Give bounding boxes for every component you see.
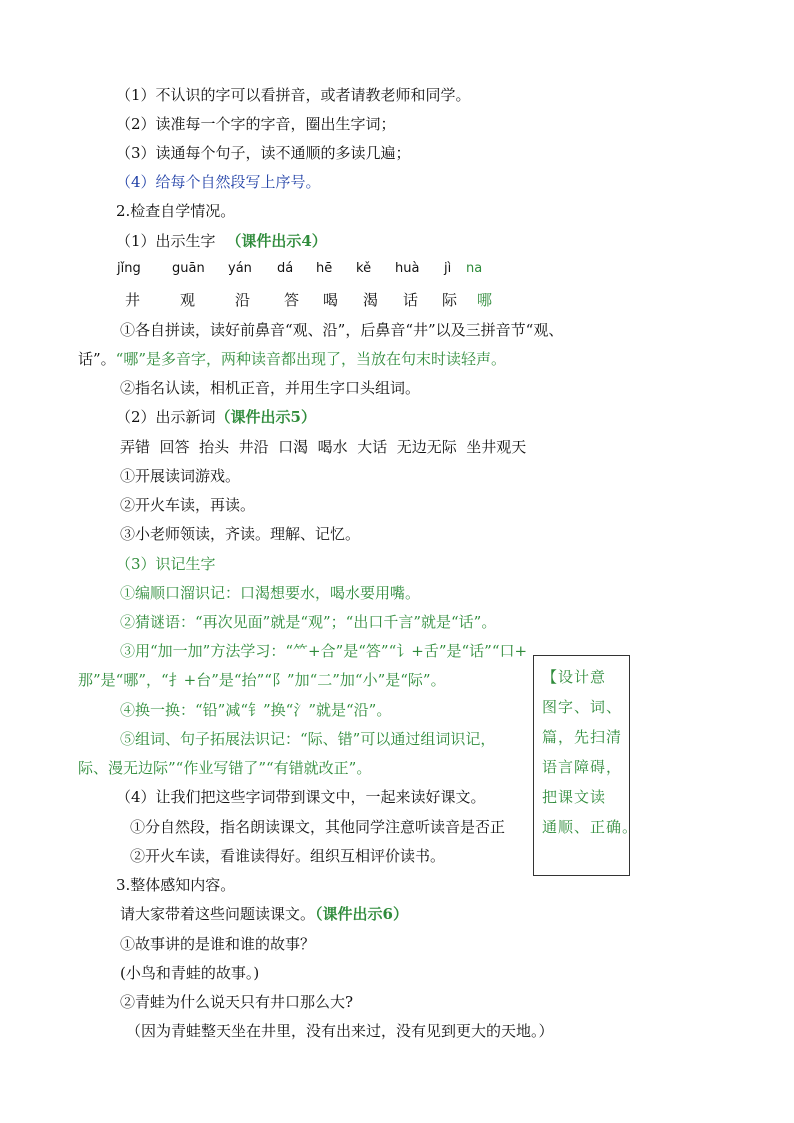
design-box-line: 语言障碍，	[542, 758, 623, 776]
pinyin-item: hē	[316, 261, 333, 276]
word-activity-1: ①开展读词游戏。	[120, 467, 241, 485]
courseware-note-4: （课件出示4）	[226, 232, 327, 250]
design-box-line: 篇，先扫清	[542, 728, 623, 746]
char-item: 际	[442, 291, 458, 309]
char-item: 答	[284, 291, 300, 309]
reading-note-1a: ①各自拼读，读好前鼻音“观、沿”，后鼻音“井”以及三拼音节“观、	[120, 321, 564, 339]
section-3-intro-line	[120, 904, 408, 926]
memorize-2: ②猜谜语：“再次见面”就是“观”；“出口千言”就是“话”。	[120, 613, 497, 631]
reading-note-1b-green: “哪”是多音字，两种读音都出现了，当放在句末时读轻声。	[115, 350, 507, 368]
step-4: （4）给每个自然段写上序号。	[116, 173, 321, 191]
pinyin-item: huà	[395, 261, 420, 276]
step-1: （1）不认识的字可以看拼音，或者请教老师和同学。	[116, 86, 471, 104]
pinyin-item: yán	[228, 261, 252, 276]
reading-note-2: ②指名认读，相机正音，并用生字口头组词。	[120, 379, 421, 397]
show-chars-line	[116, 231, 327, 253]
design-box-line: 【设计意	[542, 668, 607, 686]
section-3-intro: 请大家带着这些问题读课文。	[120, 905, 316, 923]
char-item: 喝	[323, 291, 339, 309]
read-text-title: （4）让我们把这些字词带到课文中，一起来读好课文。	[116, 788, 486, 806]
reading-note-1b	[78, 349, 506, 371]
show-words-text: （2）出示新词	[116, 408, 216, 426]
pinyin-item: jì	[444, 261, 452, 276]
answer-2: （因为青蛙整天坐在井里，没有出来过，没有见到更大的天地。）	[126, 1022, 554, 1040]
pinyin-item: jǐng	[117, 261, 141, 276]
design-box-line: 通顺、正确。	[542, 818, 639, 836]
design-box-line: 图字、词、	[542, 698, 623, 716]
courseware-note-6: （课件出示6）	[315, 905, 408, 923]
reading-note-1b-black: 话”。	[78, 350, 116, 368]
pinyin-item: guān	[172, 261, 205, 276]
char-item: 沿	[235, 291, 251, 309]
answer-1: (小鸟和青蛙的故事。)	[120, 964, 260, 982]
step-3: （3）读通每个句子，读不通顺的多读几遍；	[116, 144, 411, 162]
memorize-4: ④换一换：“铅”减“钅”换“氵”就是“沿”。	[120, 701, 392, 719]
pinyin-item: dá	[277, 261, 294, 276]
char-item: 观	[180, 291, 196, 309]
pinyin-item: na	[466, 261, 483, 276]
design-box-line: 把课文读	[542, 788, 607, 806]
question-2: ②青蛙为什么说天只有井口那么大?	[120, 993, 354, 1011]
section-2-title: 2.检查自学情况。	[116, 202, 236, 220]
memorize-5a: ⑤组词、句子拓展法识记：“际、错”可以通过组词识记，	[120, 730, 496, 748]
read-text-2: ②开火车读，看谁读得好。组织互相评价读书。	[130, 847, 446, 865]
design-intent-box	[533, 655, 639, 876]
question-1: ①故事讲的是谁和谁的故事？	[120, 935, 316, 953]
pinyin-item: kě	[356, 261, 372, 276]
char-item: 哪	[477, 291, 493, 309]
section-3-title: 3.整体感知内容。	[116, 876, 236, 894]
new-chars-row	[0, 289, 794, 311]
memorize-5b: 际、漫无边际”“作业写错了”“有错就改正”。	[78, 759, 372, 777]
char-item: 井	[125, 291, 141, 309]
show-words-line	[116, 407, 316, 429]
memorize-3a: ③用“加一加”方法学习：“⺮+合”是“答”“讠+舌”是“话”“口+	[120, 642, 528, 660]
step-2: （2）读准每一个字的字音，圈出生字词；	[116, 115, 396, 133]
pinyin-row	[0, 261, 794, 281]
memorize-3b: 那”是“哪”，“扌+台”是“抬”“阝”加“二”加“小”是“际”。	[78, 671, 446, 689]
char-item: 话	[403, 291, 419, 309]
show-chars-text: （1）出示生字	[116, 232, 216, 250]
courseware-note-5: （课件出示5）	[215, 408, 316, 426]
read-text-1: ①分自然段，指名朗读课文，其他同学注意听读音是否正	[130, 818, 506, 836]
char-item: 渴	[363, 291, 379, 309]
new-words: 弄错 回答 抬头 井沿 口渴 喝水 大话 无边无际 坐井观天	[120, 438, 527, 456]
word-activity-2: ②开火车读，再读。	[120, 496, 256, 514]
memorize-1: ①编顺口溜识记：口渴想要水，喝水要用嘴。	[120, 584, 421, 602]
memorize-title: （3）识记生字	[116, 555, 216, 573]
word-activity-3: ③小老师领读，齐读。理解、记忆。	[120, 525, 361, 543]
